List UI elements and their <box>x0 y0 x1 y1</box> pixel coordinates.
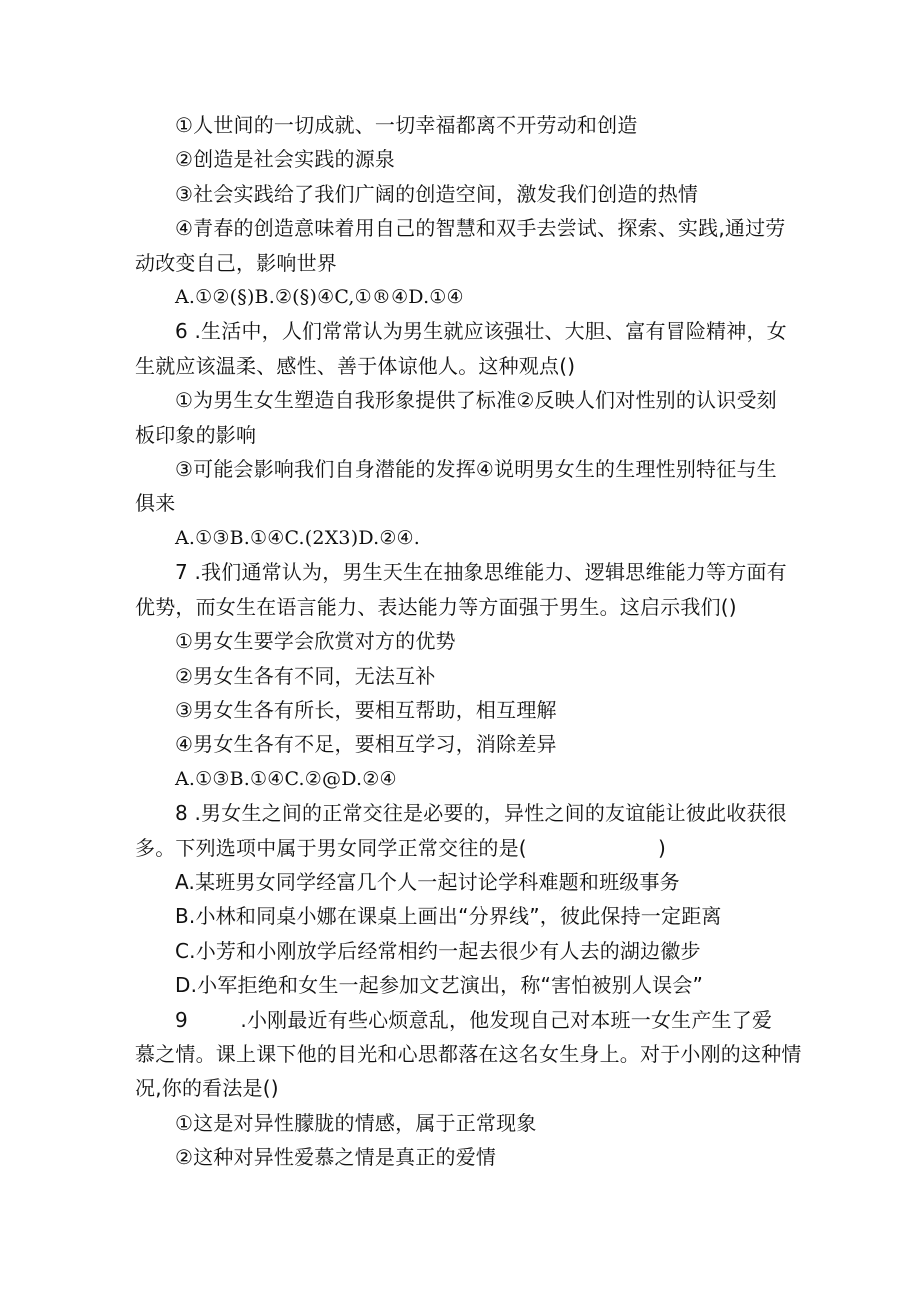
q8-choice-b: B.小林和同桌小娜在课桌上画出“分界线”，彼此保持一定距离 <box>175 904 722 929</box>
q7-item-2: ②男女生各有不同，无法互补 <box>175 663 436 688</box>
q7-item-3: ③男女生各有所长，要相互帮助，相互理解 <box>175 697 557 722</box>
q9-item-1: ①这是对异性朦胧的情感，属于正常现象 <box>175 1110 537 1135</box>
q5-item-1: ①人世间的一切成就、一切幸福都离不开劳动和创造 <box>175 113 638 137</box>
q5-item-3: ③社会实践给了我们广阔的创造空间，激发我们创造的热情 <box>175 181 699 206</box>
q8-choice-d: D.小军拒绝和女生一起参加文艺演出，称“害怕被别人误会” <box>175 973 704 998</box>
q6-item-2-continuation: 俱来 <box>135 491 176 516</box>
q8-stem-line-1: 8 .男女生之间的正常交往是必要的，异性之间的友谊能让彼此收获很 <box>175 801 787 826</box>
document-content <box>135 108 802 1175</box>
q5-item-4-continuation: 动改变自己，影响世界 <box>135 250 337 275</box>
q6-options: A.①③B.①④C.(2X3)D.②④. <box>175 526 421 549</box>
q9-stem-line-3: 况,你的看法是() <box>135 1076 279 1101</box>
q5-item-2: ②创造是社会实践的源泉 <box>175 147 396 172</box>
q9-stem-line-1: 9 .小刚最近有些心烦意乱，他发现自己对本班一女生产生了爱 <box>175 1007 773 1032</box>
q9-item-2: ②这种对异性爱慕之情是真正的爱情 <box>175 1145 497 1170</box>
q6-stem-line-1: 6 .生活中，人们常常认为男生就应该强壮、大胆、富有冒险精神，女 <box>175 319 787 344</box>
q8-stem-line-2: 多。下列选项中属于男女同学正常交往的是( ) <box>135 835 666 860</box>
q7-item-1: ①男女生要学会欣赏对方的优势 <box>175 629 456 654</box>
q6-item-2: ③可能会影响我们自身潜能的发挥④说明男女生的生理性别特征与生 <box>175 457 777 482</box>
q6-item-1: ①为男生女生塑造自我形象提供了标准②反映人们对性别的认识受刻 <box>175 388 777 413</box>
q8-choice-c: C.小芳和小刚放学后经常相约一起去很少有人去的湖边徽步 <box>175 938 701 963</box>
q9-stem-line-2: 慕之情。课上课下他的目光和心思都落在这名女生身上。对于小刚的这种情 <box>135 1041 802 1066</box>
q5-item-4: ④青春的创造意味着用自己的智慧和双手去尝试、探索、实践,通过劳 <box>175 216 786 241</box>
q8-choice-a: A.某班男女同学经富几个人一起讨论学科难题和班级事务 <box>175 869 680 894</box>
q6-item-1-continuation: 板印象的影响 <box>135 422 257 447</box>
q5-options: A.①②(§)B.②(§)④C,①®④D.①④ <box>175 286 464 309</box>
q6-stem-line-2: 生就应该温柔、感性、善于体谅他人。这种观点() <box>135 353 576 378</box>
q7-stem-line-1: 7 .我们通常认为，男生天生在抽象思维能力、逻辑思维能力等方面有 <box>175 560 787 585</box>
q7-stem-line-2: 优势，而女生在语言能力、表达能力等方面强于男生。这启示我们() <box>135 594 737 619</box>
q7-options: A.①③B.①④C.②@D.②④ <box>175 767 397 790</box>
q7-item-4: ④男女生各有不足，要相互学习，消除差异 <box>175 732 557 757</box>
